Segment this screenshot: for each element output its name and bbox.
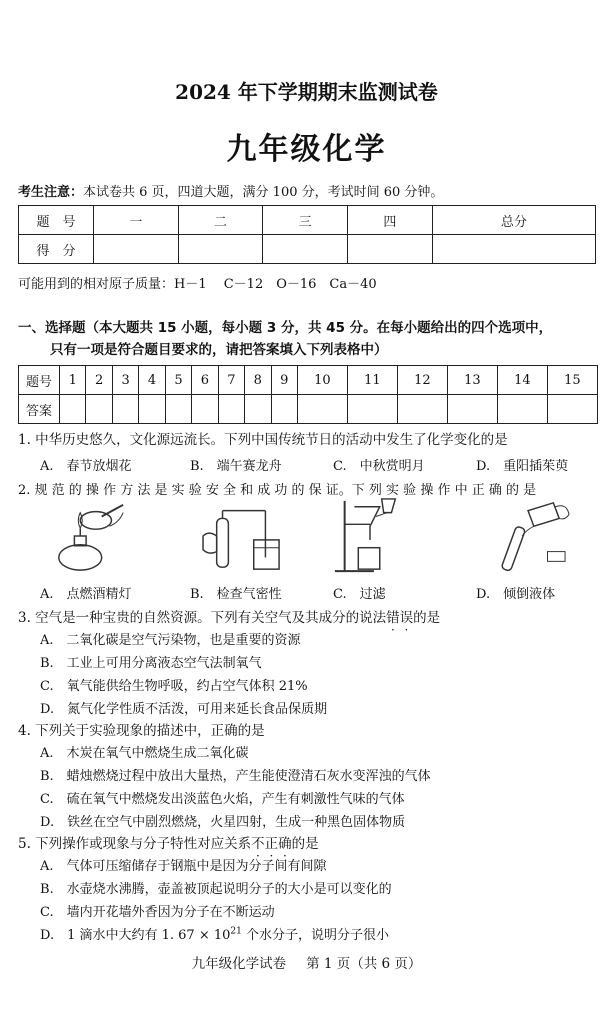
- answer-cell-9[interactable]: [271, 395, 297, 424]
- page-footer: [0, 952, 613, 972]
- q3-option-d: D. 氮气化学性质不活泼，可用来延长食品保质期: [40, 702, 328, 717]
- score-table-header: [19, 206, 596, 235]
- answer-number-3: 3: [112, 366, 138, 395]
- answer-number-5: 5: [165, 366, 191, 395]
- q5-stem-pre: 5. 下列操作或现象与分子特性对应关系: [18, 836, 252, 852]
- score-cell[interactable]: [263, 235, 348, 264]
- answer-number-10: 10: [297, 366, 347, 395]
- answer-cell-1[interactable]: [60, 395, 86, 424]
- exam-notice: [18, 181, 443, 200]
- q2-option-a: A. 点燃酒精灯: [40, 587, 132, 602]
- score-table-row: [19, 235, 596, 264]
- alcohol-lamp-svg: [50, 497, 130, 575]
- answer-cell-3[interactable]: [112, 395, 138, 424]
- answer-cell-5[interactable]: [165, 395, 191, 424]
- score-row-label: 得 分: [19, 235, 94, 264]
- q3-emphasis-1: 错: [386, 610, 400, 626]
- answer-number-11: 11: [347, 366, 397, 395]
- answer-number-13: 13: [447, 366, 497, 395]
- score-cell[interactable]: [94, 235, 179, 264]
- pouring-liquid-illustration: [478, 497, 578, 575]
- q5-option-d-exponent: 21: [230, 926, 242, 937]
- answer-row-label: 答案: [19, 395, 60, 424]
- exam-title: 2024 年下学期期末监测试卷: [175, 80, 438, 104]
- score-col-1: 一: [94, 206, 179, 235]
- answer-table-row: [19, 395, 598, 424]
- answer-cell-12[interactable]: [397, 395, 447, 424]
- answer-cell-4[interactable]: [139, 395, 165, 424]
- q3-option-a: A. 二氧化碳是空气污染物，也是重要的资源: [40, 633, 301, 648]
- q5-option-d-post: 个水分子，说明分子很小: [241, 928, 389, 943]
- q3-stem-post: 的是: [413, 610, 441, 626]
- q3-option-c: C. 氧气能供给生物呼吸，约占空气体积 21%: [40, 679, 308, 694]
- question-3-stem: [18, 606, 440, 626]
- answer-number-9: 9: [271, 366, 297, 395]
- answer-cell-2[interactable]: [86, 395, 112, 424]
- q1-option-c: C. 中秋赏明月: [333, 459, 425, 474]
- answer-cell-7[interactable]: [218, 395, 244, 424]
- q4-option-a: A. 木炭在氧气中燃烧生成二氧化碳: [40, 746, 249, 761]
- answer-number-8: 8: [245, 366, 271, 395]
- answer-number-6: 6: [192, 366, 218, 395]
- q3-option-b: B. 工业上可用分离液态空气法制氧气: [40, 656, 262, 671]
- q4-option-b: B. 蜡烛燃烧过程中放出大量热，产生能使澄清石灰水变浑浊的气体: [40, 769, 431, 784]
- score-table: [18, 205, 596, 264]
- notice-text: 本试卷共 6 页，四道大题，满分 100 分，考试时间 60 分钟。: [83, 185, 444, 200]
- question-5-stem: [18, 832, 319, 852]
- question-2-stem: 2. 规 范 的 操 作 方 法 是 实 验 安 全 和 成 功 的 保 证。下 列 实 验 操 作 中 正 确 的 是: [18, 483, 537, 498]
- answer-table-header: [19, 366, 598, 395]
- alcohol-lamp-illustration: [50, 497, 130, 575]
- question-1-stem: 1. 中华历史悠久，文化源远流长。下列中国传统节日的活动中发生了化学变化的是: [18, 432, 508, 448]
- q5-emphasis-2: 正: [264, 836, 279, 852]
- answer-cell-13[interactable]: [447, 395, 497, 424]
- score-cell[interactable]: [178, 235, 263, 264]
- score-col-3: 三: [263, 206, 348, 235]
- answer-table: [18, 365, 598, 424]
- q2-option-c: C. 过滤: [333, 587, 386, 602]
- q1-option-d: D. 重阳插茱萸: [476, 459, 569, 474]
- score-cell[interactable]: [432, 235, 595, 264]
- answer-number-4: 4: [139, 366, 165, 395]
- q3-stem-pre: 3. 空气是一种宝贵的自然资源。下列有关空气及其成分的说法: [18, 610, 387, 626]
- answer-cell-10[interactable]: [297, 395, 347, 424]
- answer-head-label: 题号: [19, 366, 60, 395]
- answer-number-15: 15: [547, 366, 597, 395]
- q5-option-d-pre: D. 1 滴水中大约有 1. 67 × 10: [40, 928, 231, 943]
- q1-option-a: A. 春节放烟花: [40, 459, 132, 474]
- notice-label: 考生注意：: [18, 185, 84, 200]
- q4-option-d: D. 铁丝在空气中剧烈燃烧，火星四射，生成一种黑色固体物质: [40, 815, 406, 830]
- q5-emphasis-3: 确: [278, 836, 292, 852]
- score-col-label: 题 号: [19, 206, 94, 235]
- airtightness-svg: [198, 497, 288, 575]
- q5-stem-post: 的是: [291, 836, 319, 852]
- answer-number-14: 14: [497, 366, 547, 395]
- q5-option-a: A. 气体可压缩储存于钢瓶中是因为分子间有间隙: [40, 859, 327, 874]
- answer-cell-11[interactable]: [347, 395, 397, 424]
- answer-number-12: 12: [397, 366, 447, 395]
- answer-number-7: 7: [218, 366, 244, 395]
- q3-emphasis-2: 误: [399, 610, 414, 626]
- q2-option-b: B. 检查气密性: [190, 587, 282, 602]
- question-4-stem: 4. 下列关于实验现象的描述中，正确的是: [18, 723, 265, 739]
- q2-option-d: D. 倾倒液体: [476, 587, 556, 602]
- pouring-liquid-svg: [478, 497, 578, 575]
- filtration-svg: [330, 497, 410, 575]
- footer-page-number: 第 1 页（共 6 页）: [306, 956, 422, 972]
- answer-cell-14[interactable]: [497, 395, 547, 424]
- score-col-2: 二: [178, 206, 263, 235]
- section1-line1: 一、选择题（本大题共 15 小题，每小题 3 分，共 45 分。在每小题给出的四个选项中，: [18, 320, 553, 336]
- atomic-mass-line: 可能用到的相对原子质量：H－1 C－12 O－16 Ca－40: [18, 277, 377, 292]
- answer-cell-15[interactable]: [547, 395, 597, 424]
- filtration-illustration: [330, 497, 410, 575]
- q5-option-d: [40, 924, 389, 943]
- q4-option-c: C. 硫在氧气中燃烧发出淡蓝色火焰，产生有刺激性气味的气体: [40, 792, 405, 807]
- section1-line2: 只有一项是符合题目要求的，请把答案填入下列表格中）: [50, 342, 388, 358]
- q5-emphasis-1: 不: [251, 836, 265, 852]
- score-col-total: 总分: [432, 206, 595, 235]
- answer-cell-8[interactable]: [245, 395, 271, 424]
- answer-cell-6[interactable]: [192, 395, 218, 424]
- answer-number-1: 1: [60, 366, 86, 395]
- q5-option-c: C. 墙内开花墙外香因为分子在不断运动: [40, 905, 275, 920]
- score-cell[interactable]: [348, 235, 433, 264]
- footer-subject: 九年级化学试卷: [191, 956, 287, 972]
- section1-instructions: [18, 317, 598, 361]
- q1-option-b: B. 端午赛龙舟: [190, 459, 282, 474]
- q5-option-b: B. 水壶烧水沸腾，壶盖被顶起说明分子的大小是可以变化的: [40, 882, 392, 897]
- score-col-4: 四: [348, 206, 433, 235]
- subject-title: 九年级化学: [226, 132, 387, 167]
- answer-number-2: 2: [86, 366, 112, 395]
- airtightness-illustration: [198, 497, 288, 575]
